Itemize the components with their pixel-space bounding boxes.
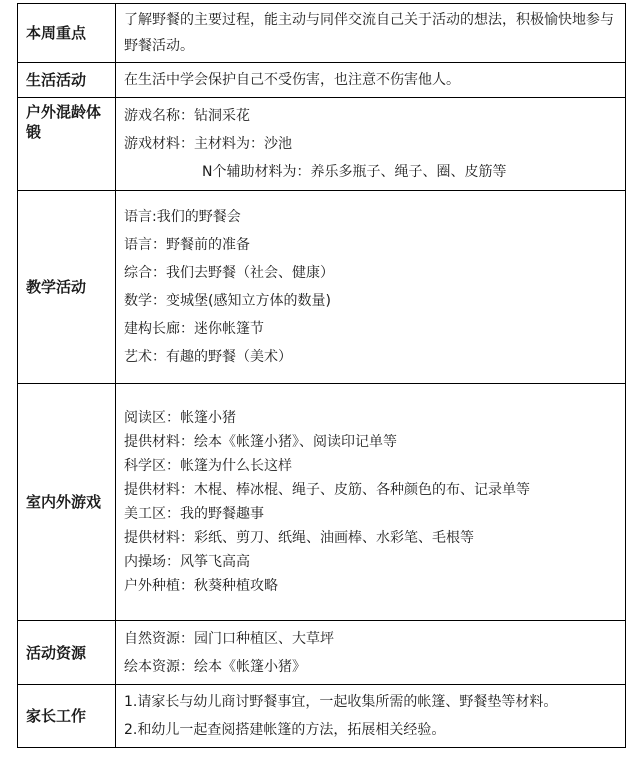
row-content-life [116, 63, 626, 98]
content-line: 内操场：风筝飞高高 [124, 554, 250, 570]
content-line: 提供材料：绘本《帐篷小猪》、阅读印记单等 [124, 434, 397, 450]
content-line: 游戏名称：钻洞采花 [124, 108, 250, 124]
content-line: 阅读区：帐篷小猪 [124, 410, 236, 426]
row-content-focus [116, 4, 626, 63]
content-line: 语言:我们的野餐会 [124, 209, 241, 225]
table-row [18, 63, 626, 98]
table-row [18, 621, 626, 685]
table-row [18, 98, 626, 191]
content-line: 1.请家长与幼儿商讨野餐事宜，一起收集所需的帐篷、野餐垫等材料。 [124, 694, 558, 710]
content-line: 建构长廊：迷你帐篷节 [124, 321, 264, 337]
content-line: 提供材料：彩纸、剪刀、纸绳、油画棒、水彩笔、毛根等 [124, 530, 474, 546]
table-row [18, 384, 626, 621]
row-label-parents: 家长工作 [18, 685, 116, 748]
content-line: 美工区：我的野餐趣事 [124, 506, 264, 522]
content-line: 绘本资源：绘本《帐篷小猪》 [124, 658, 306, 675]
row-label-resources: 活动资源 [18, 621, 116, 685]
row-label-focus: 本周重点 [18, 4, 116, 63]
content-line: 了解野餐的主要过程，能主动与同伴交流自己关于活动的想法，积极愉快地参与野餐活动。 [124, 12, 614, 54]
content-line: 游戏材料：主材料为：沙池 [124, 136, 292, 152]
row-label-life: 生活活动 [18, 63, 116, 98]
table-row [18, 191, 626, 384]
content-line: 在生活中学会保护自己不受伤害，也注意不伤害他人。 [124, 72, 460, 88]
row-label-outdoor: 户外混龄体锻 [18, 98, 116, 191]
row-content-resources [116, 621, 626, 685]
row-content-parents [116, 685, 626, 748]
weekly-plan-table [17, 3, 626, 748]
content-line: 户外种植：秋葵种植攻略 [124, 578, 278, 594]
row-label-teaching: 教学活动 [18, 191, 116, 384]
row-content-teaching [116, 191, 626, 384]
content-line: 综合：我们去野餐（社会、健康） [124, 265, 334, 281]
content-line: 自然资源：园门口种植区、大草坪 [124, 630, 334, 647]
content-line: 数学：变城堡(感知立方体的数量) [124, 293, 331, 309]
content-line: 艺术：有趣的野餐（美术） [124, 349, 292, 365]
table-row [18, 4, 626, 63]
row-content-games [116, 384, 626, 621]
content-line: 提供材料：木棍、棒冰棍、绳子、皮筋、各种颜色的布、记录单等 [124, 482, 530, 498]
content-line: 科学区：帐篷为什么长这样 [124, 458, 292, 474]
content-line: 语言：野餐前的准备 [124, 237, 250, 253]
table-row [18, 685, 626, 748]
row-content-outdoor [116, 98, 626, 191]
content-line: 2.和幼儿一起查阅搭建帐篷的方法，拓展相关经验。 [124, 722, 446, 738]
content-line: N个辅助材料为：养乐多瓶子、绳子、圈、皮筋等 [202, 164, 507, 180]
row-label-games: 室内外游戏 [18, 384, 116, 621]
